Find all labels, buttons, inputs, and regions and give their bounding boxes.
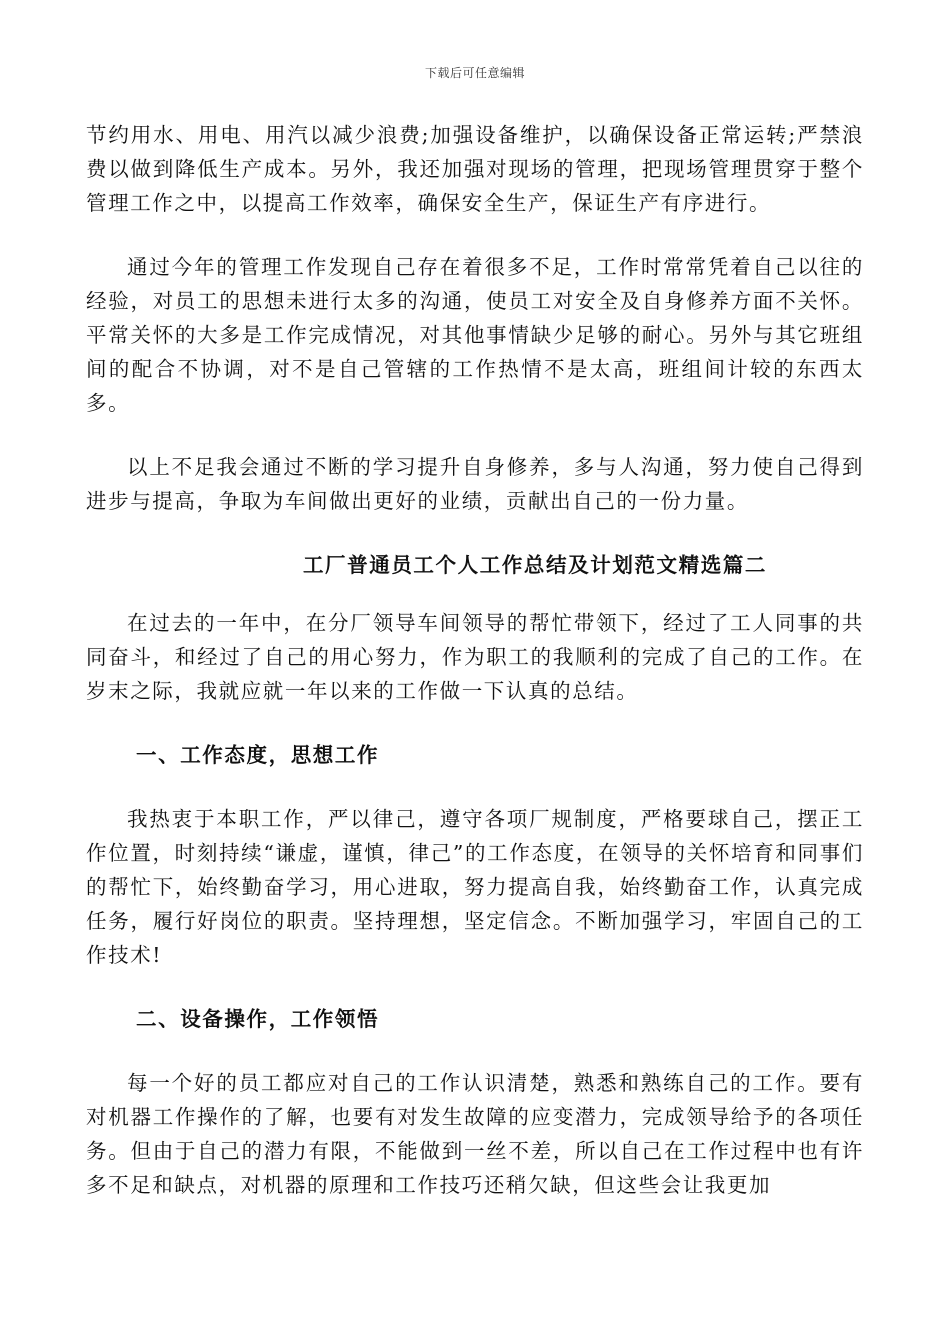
paragraph-work-attitude: 我热衷于本职工作，严以律己，遵守各项厂规制度，严格要球自己，摆正工作位置，时刻持续“谦虚，谨慎，律己”的工作态度，在领导的关怀培育和同事们的帮忙下，始终勤奋学习，用心进取，努力提高自我，始终勤奋工作，认真完成任务，履行好岗位的职责。坚持理想，坚定信念。不断加强学习，牢固自己的工作技术! (86, 807, 864, 967)
section-title: 工厂普通员工个人工作总结及计划范文精选篇二 (302, 553, 768, 577)
paragraph-improvement: 以上不足我会通过不断的学习提升自身修养，多与人沟通，努力使自己得到进步与提高，争取为车间做出更好的业绩，贡献出自己的一份力量。 (86, 455, 864, 513)
document-body (86, 118, 864, 1202)
heading-equipment-operation: 二、设备操作，工作领悟 (136, 1007, 380, 1031)
paragraph-shortcomings: 通过今年的管理工作发现自己存在着很多不足，工作时常常凭着自己以往的经验，对员工的思想未进行太多的沟通，使员工对安全及自身修养方面不关怀。平常关怀的大多是工作完成情况，对其他事情缺少足够的耐心。另外与其它班组间的配合不协调，对不是自己管辖的工作热情不是太高，班组间计较的东西太多。 (86, 255, 864, 415)
paragraph-intro: 在过去的一年中，在分厂领导车间领导的帮忙带领下，经过了工人同事的共同奋斗，和经过了自己的用心努力，作为职工的我顺利的完成了自己的工作。在岁末之际，我就应就一年以来的工作做一下认真的总结。 (86, 611, 864, 703)
paragraph-equipment-operation: 每一个好的员工都应对自己的工作认识清楚，熟悉和熟练自己的工作。要有对机器工作操作的了解，也要有对发生故障的应变潜力，完成领导给予的各项任务。但由于自己的潜力有限，不能做到一丝不差，所以自己在工作过程中也有许多不足和缺点，对机器的原理和工作技巧还稍欠缺，但这些会让我更加 (86, 1071, 864, 1197)
heading-work-attitude: 一、工作态度，思想工作 (136, 743, 380, 767)
page-header-note: 下载后可任意编辑 (424, 66, 525, 80)
paragraph-continuation: 节约用水、用电、用汽以减少浪费;加强设备维护，以确保设备正常运转;严禁浪费以做到降低生产成本。另外，我还加强对现场的管理，把现场管理贯穿于整个管理工作之中，以提高工作效率，确保安全生产，保证生产有序进行。 (86, 123, 864, 215)
